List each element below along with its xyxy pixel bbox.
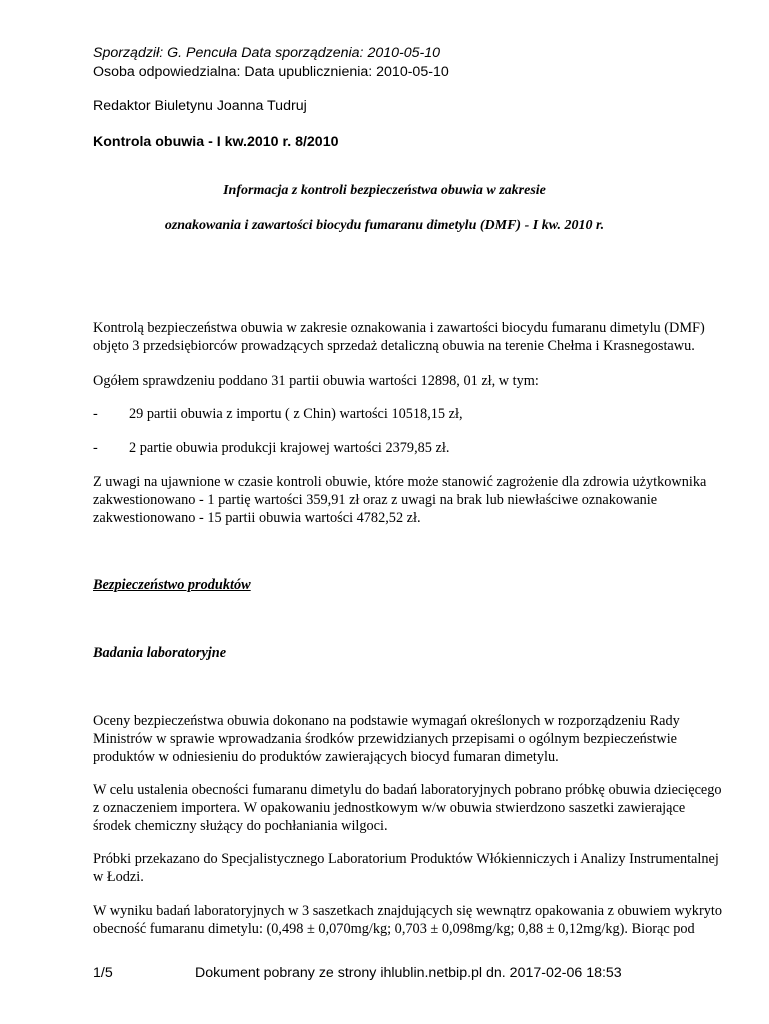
prepared-by-line: Sporządził: G. Pencuła Data sporządzenia: 2010-05-10 (93, 45, 441, 61)
editor-line: Redaktor Biuletynu Joanna Tudruj (93, 98, 307, 114)
sample-line-2: z oznaczeniem importera. W opakowaniu jednostkowym w/w obuwia stwierdzono saszetki zawierające (93, 800, 686, 816)
doc-title-line-1: Informacja z kontroli bezpieczeństwa obuwia w zakresie (223, 183, 546, 198)
risk-line-1: Z uwagi na ujawnione w czasie kontroli obuwie, które może stanowić zagrożenie dla zdrowia użytkownika (93, 474, 707, 490)
responsible-person-line: Osoba odpowiedzialna: Data upublicznienia: 2010-05-10 (93, 64, 449, 80)
list-item-2: 2 partie obuwia produkcji krajowej wartości 2379,85 zł. (129, 440, 450, 456)
lab-line-2: w Łodzi. (93, 869, 144, 885)
document-heading: Kontrola obuwia - I kw.2010 r. 8/2010 (93, 134, 339, 150)
section-heading-lab: Badania laboratoryjne (93, 645, 227, 661)
sample-line-1: W celu ustalenia obecności fumaranu dimetylu do badań laboratoryjnych pobrano próbkę obuwia dziecięcego (93, 782, 722, 798)
list-dash-2: - (93, 440, 98, 456)
list-item-1: 29 partii obuwia z importu ( z Chin) wartości 10518,15 zł, (129, 406, 463, 422)
result-line-2: obecność fumaranu dimetylu: (0,498 ± 0,070mg/kg; 0,703 ± 0,098mg/kg; 0,88 ± 0,12mg/kg). Biorąc pod (93, 921, 695, 937)
download-source-note: Dokument pobrany ze strony ihlublin.netbip.pl dn. 2017-02-06 18:53 (195, 965, 622, 981)
risk-line-2: zakwestionowano - 1 partię wartości 359,91 zł oraz z uwagi na brak lub niewłaściwe oznakowanie (93, 492, 658, 508)
assess-line-3: produktów w odniesieniu do produktów zawierających biocyd fumaran dimetylu. (93, 749, 559, 765)
doc-title-line-2: oznakowania i zawartości biocydu fumaranu dimetylu (DMF) - I kw. 2010 r. (164, 218, 605, 233)
risk-line-3: zakwestionowano - 15 partii obuwia wartości 4782,52 zł. (93, 510, 421, 526)
sample-line-3: środek chemiczny służący do pochłaniania wilgoci. (93, 818, 388, 834)
list-dash-1: - (93, 406, 98, 422)
total-line: Ogółem sprawdzeniu poddano 31 partii obuwia wartości 12898, 01 zł, w tym: (93, 373, 539, 389)
assess-line-1: Oceny bezpieczeństwa obuwia dokonano na podstawie wymagań określonych w rozporządzeniu Rady (93, 713, 680, 729)
section-heading-safety: Bezpieczeństwo produktów (93, 577, 251, 593)
result-line-1: W wyniku badań laboratoryjnych w 3 saszetkach znajdujących się wewnątrz opakowania z obuwiem wykryto (93, 903, 722, 919)
assess-line-2: Ministrów w sprawie wprowadzania środków przewidzianych przepisami o ogólnym bezpieczeństwie (93, 731, 678, 747)
intro-line-1: Kontrolą bezpieczeństwa obuwia w zakresie oznakowania i zawartości biocydu fumaranu dimetylu (DMF) (93, 320, 705, 336)
page-number: 1/5 (93, 965, 113, 981)
intro-line-2: objęto 3 przedsiębiorców prowadzących sprzedaż detaliczną obuwia na terenie Chełma i Krasnegostawu. (93, 338, 695, 354)
lab-line-1: Próbki przekazano do Specjalistycznego Laboratorium Produktów Włókienniczych i Analizy Instrumentalnej (93, 851, 719, 867)
